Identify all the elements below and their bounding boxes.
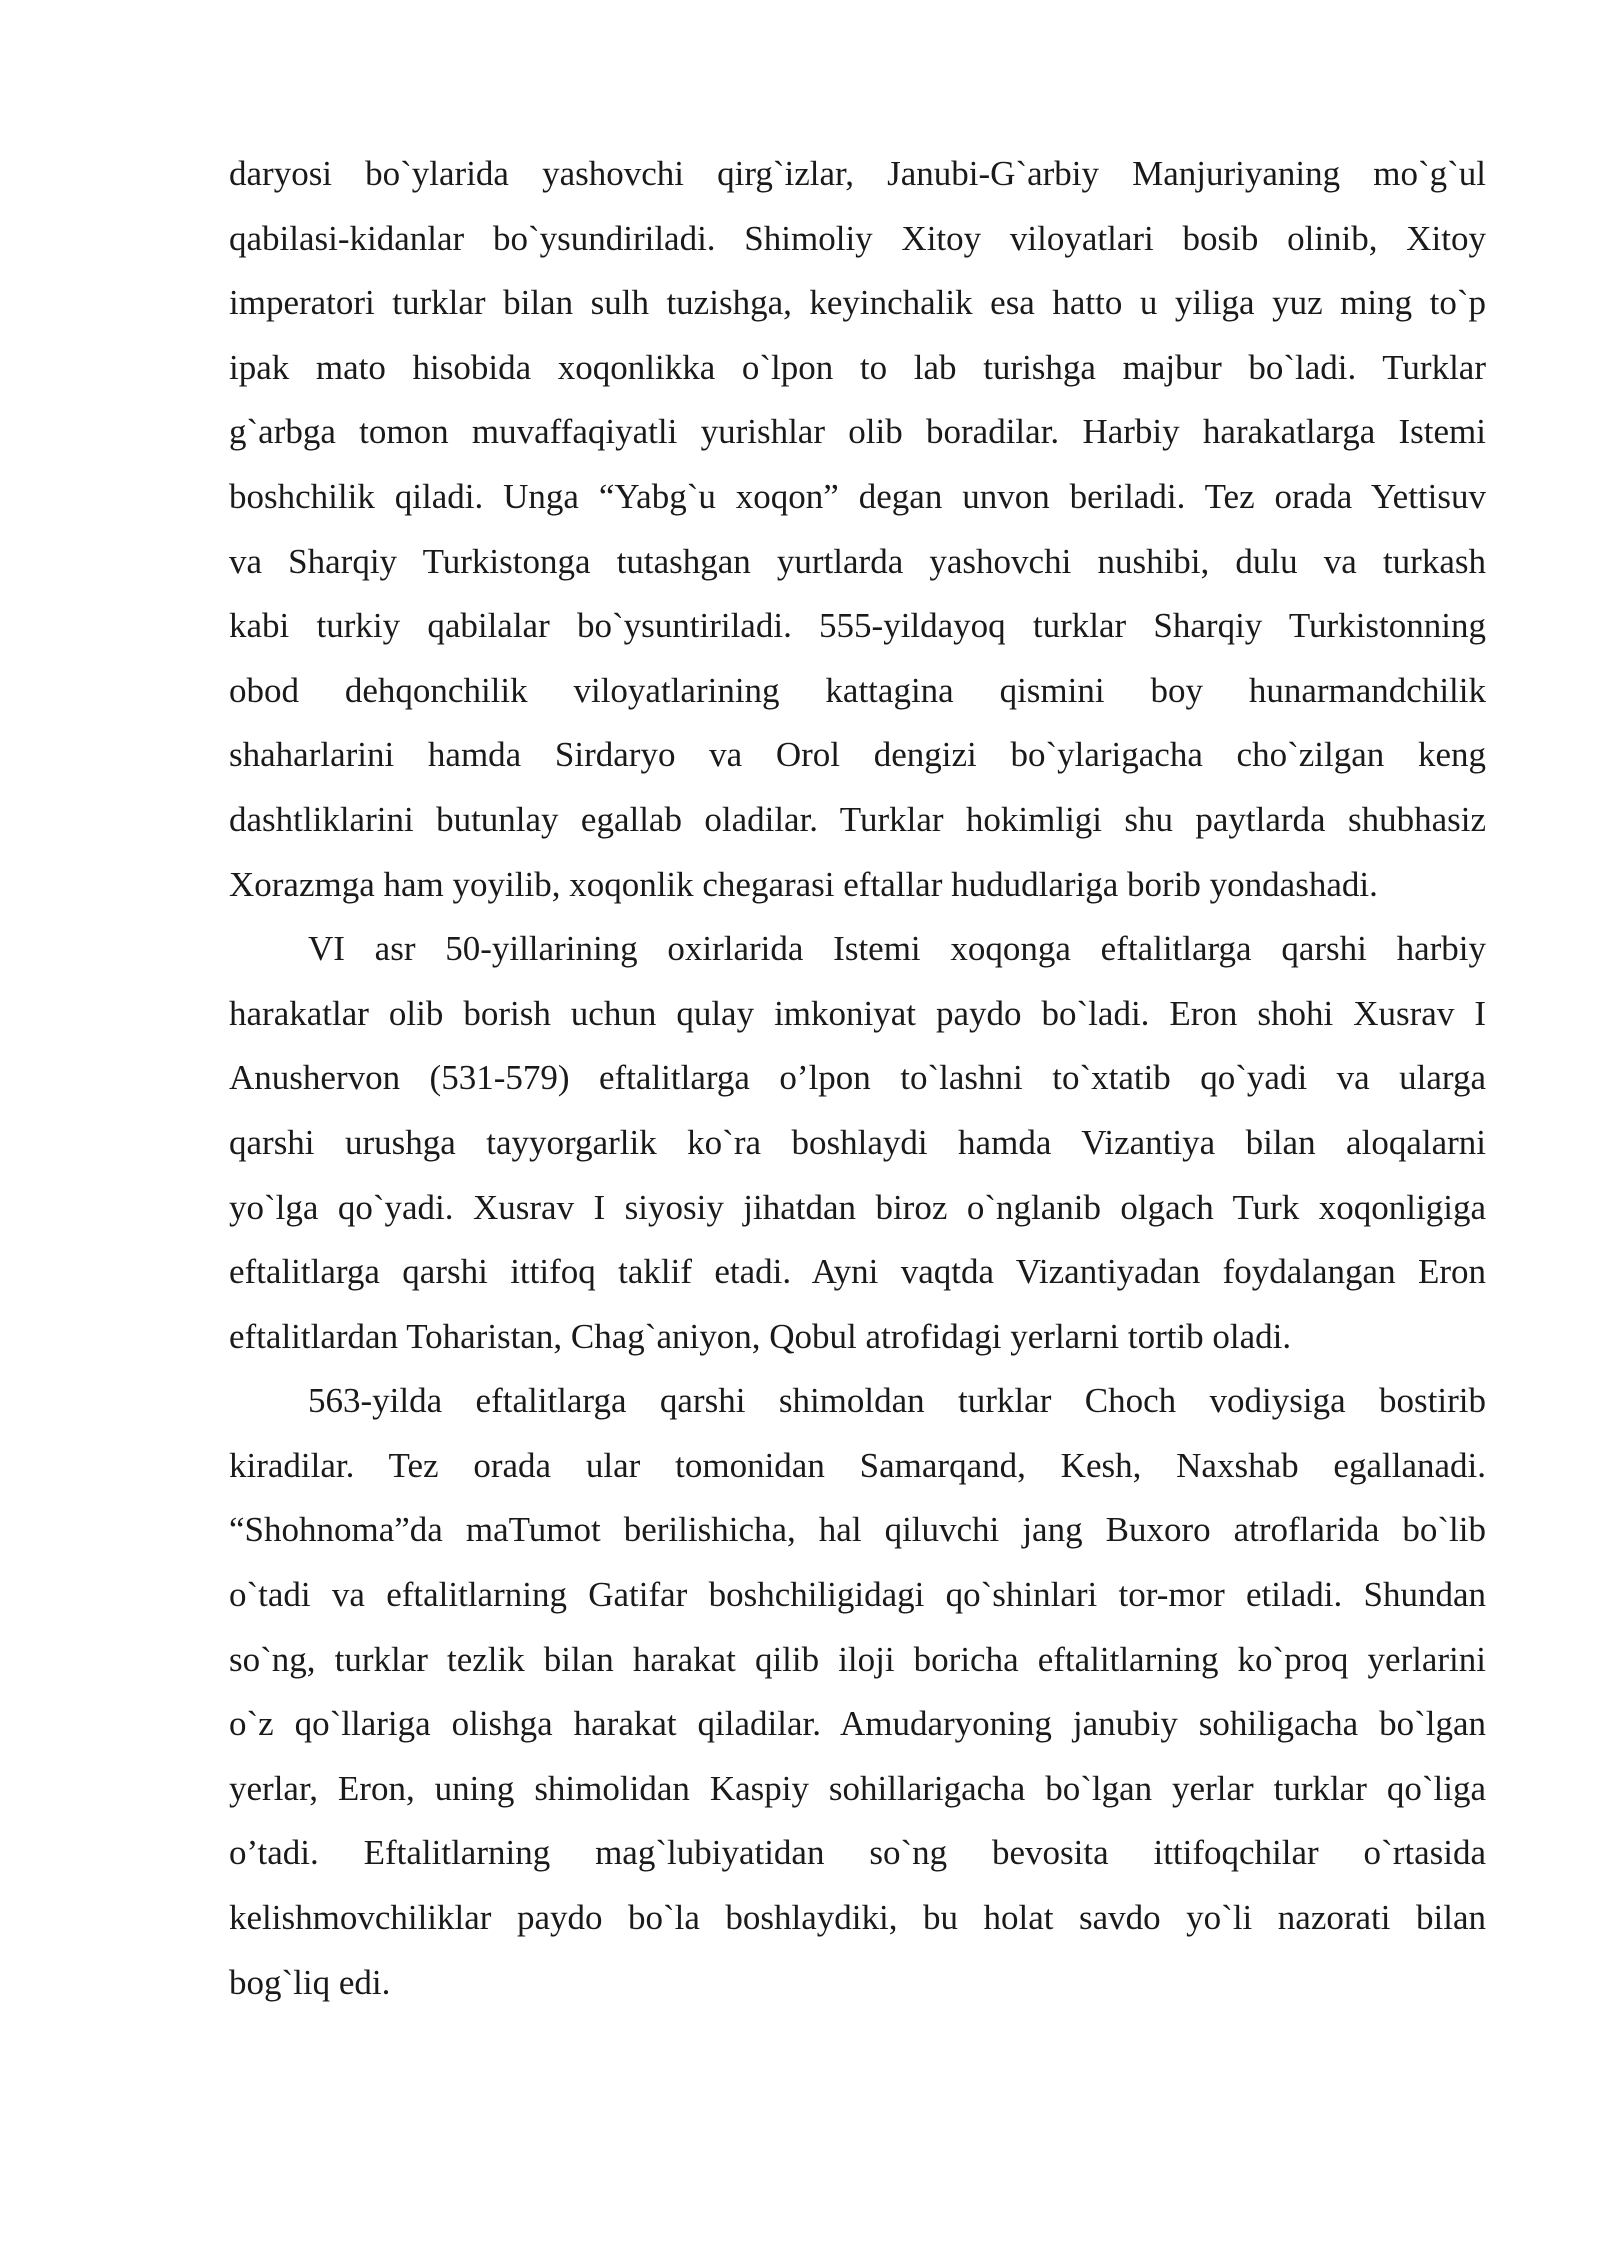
text-line: o`z qo`llariga olishga harakat qiladilar. Amudaryoning janubiy sohiligacha bo`lgan — [229, 1704, 1486, 1744]
text-line: o’tadi. Eftalitlarning mag`lubiyatidan so`ng bevosita ittifoqchilar o`rtasida — [229, 1833, 1486, 1873]
text-line: daryosi bo`ylarida yashovchi qirg`izlar, Janubi-G`arbiy Manjuriyaning mo`g`ul — [229, 154, 1486, 193]
text-line: obod dehqonchilik viloyatlarining kattagina qismini boy hunarmandchilik — [229, 670, 1486, 710]
text-line: shaharlarini hamda Sirdaryo va Orol dengizi bo`ylarigacha cho`zilgan keng — [229, 735, 1486, 775]
text-line: boshchilik qiladi. Unga “Yabg`u xoqon” degan unvon beriladi. Tez orada Yettisuv — [229, 476, 1486, 516]
text-line: kelishmovchiliklar paydo bo`la boshlaydiki, bu holat savdo yo`li nazorati bilan — [229, 1898, 1486, 1938]
text-line: kiradilar. Tez orada ular tomonidan Samarqand, Kesh, Naxshab egallanadi. — [229, 1445, 1486, 1485]
text-line: imperatori turklar bilan sulh tuzishga, keyinchalik esa hatto u yiliga yuz ming to`p — [229, 283, 1486, 323]
text-line: kabi turkiy qabilalar bo`ysuntiriladi. 555-yildayoq turklar Sharqiy Turkistonning — [229, 606, 1486, 646]
text-line: yerlar, Eron, uning shimolidan Kaspiy sohillarigacha bo`lgan yerlar turklar qo`liga — [229, 1768, 1486, 1808]
text-line: Xorazmga ham yoyilib, xoqonlik chegarasi eftallar hududlariga borib yondashadi. — [229, 864, 1378, 904]
text-line: 563-yilda eftalitlarga qarshi shimoldan turklar Choch vodiysiga bostirib — [308, 1381, 1486, 1421]
text-line: so`ng, turklar tezlik bilan harakat qilib iloji boricha eftalitlarning ko`proq yerlarini — [229, 1639, 1486, 1679]
text-line: VI asr 50-yillarining oxirlarida Istemi xoqonga eftalitlarga qarshi harbiy — [308, 929, 1486, 969]
text-line: qabilasi-kidanlar bo`ysundiriladi. Shimoliy Xitoy viloyatlari bosib olinib, Xitoy — [229, 218, 1486, 258]
text-line: “Shohnoma”da maTumot berilishicha, hal qiluvchi jang Buxoro atroflarida bo`lib — [229, 1510, 1486, 1550]
text-line: g`arbga tomon muvaffaqiyatli yurishlar olib boradilar. Harbiy harakatlarga Istemi — [229, 412, 1486, 452]
text-line: ipak mato hisobida xoqonlikka o`lpon to lab turishga majbur bo`ladi. Turklar — [229, 347, 1486, 387]
text-line: harakatlar olib borish uchun qulay imkoniyat paydo bo`ladi. Eron shohi Xusrav I — [229, 993, 1486, 1033]
text-line: o`tadi va eftalitlarning Gatifar boshchiligidagi qo`shinlari tor-mor etiladi. Shundan — [229, 1575, 1486, 1615]
text-line: Anushervon (531-579) eftalitlarga o’lpon to`lashni to`xtatib qo`yadi va ularga — [229, 1058, 1486, 1098]
text-line: dashtliklarini butunlay egallab oladilar. Turklar hokimligi shu paytlarda shubhasiz — [229, 799, 1486, 839]
text-line: bog`liq edi. — [229, 1962, 391, 2002]
text-line: va Sharqiy Turkistonga tutashgan yurtlarda yashovchi nushibi, dulu va turkash — [229, 541, 1486, 581]
text-line: qarshi urushga tayyorgarlik ko`ra boshlaydi hamda Vizantiya bilan aloqalarni — [229, 1122, 1486, 1162]
text-line: eftalitlarga qarshi ittifoq taklif etadi. Ayni vaqtda Vizantiyadan foydalangan Eron — [229, 1252, 1486, 1292]
text-line: eftalitlardan Toharistan, Chag`aniyon, Qobul atrofidagi yerlarni tortib oladi. — [229, 1316, 1292, 1356]
document-body — [229, 142, 1486, 2015]
text-line: yo`lga qo`yadi. Xusrav I siyosiy jihatdan biroz o`nglanib olgach Turk xoqonligiga — [229, 1187, 1486, 1227]
